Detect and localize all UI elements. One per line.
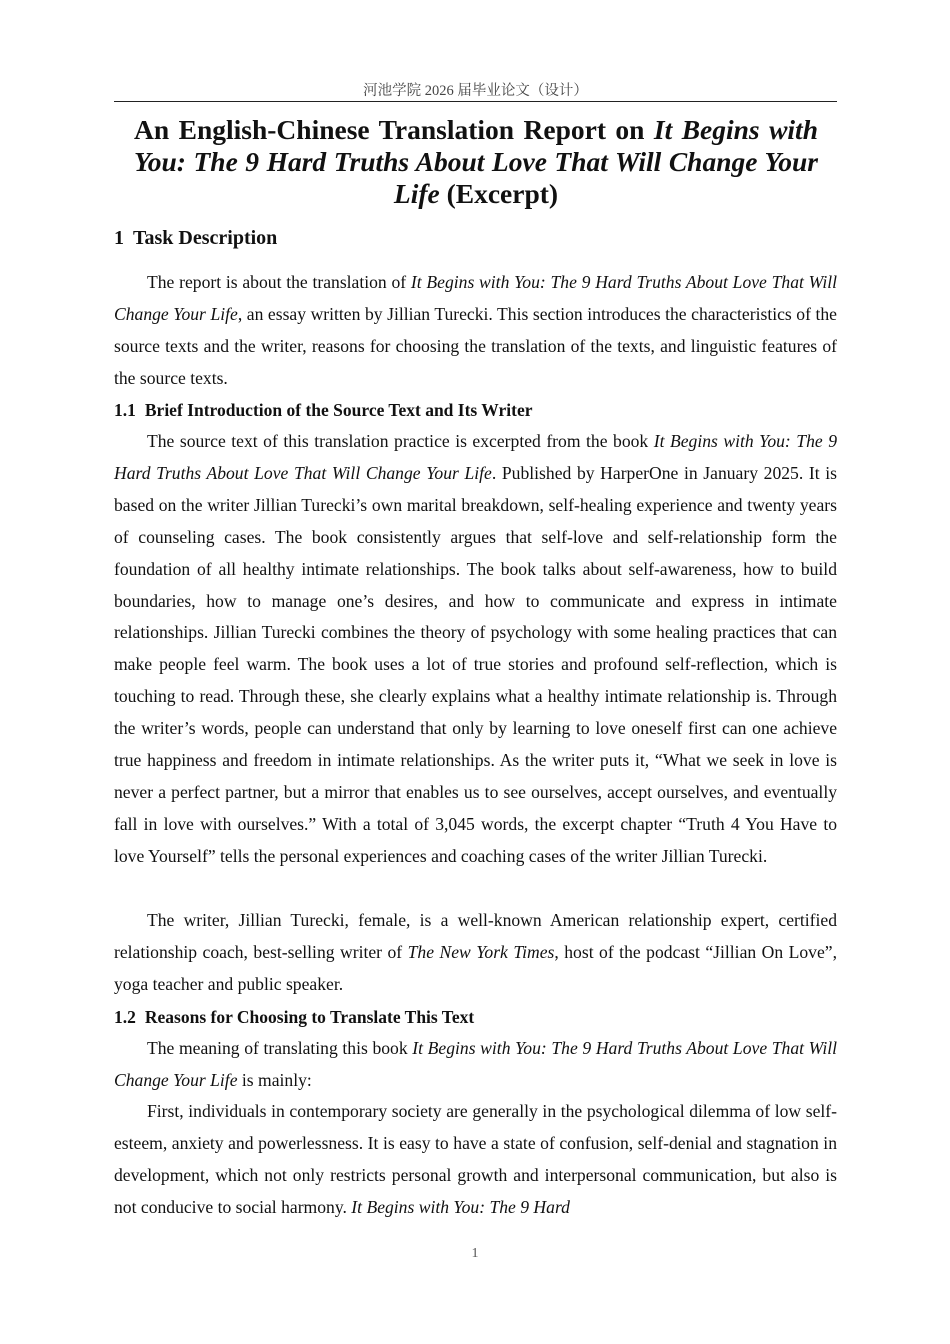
section-number: 1.2 (114, 1007, 136, 1027)
text-run: is mainly: (237, 1069, 312, 1090)
section-number: 1 (114, 227, 124, 249)
book-title-italic: It Begins with You: The 9 Hard Truths About Love That Will Change Your Life (114, 431, 837, 483)
section-number: 1.1 (114, 400, 136, 420)
header-rule (114, 101, 837, 102)
paper-title (134, 114, 818, 210)
paragraph-intro (114, 267, 837, 395)
book-title-italic: It Begins with You: The 9 Hard Truths About Love That Will Change Your Life (114, 272, 837, 324)
publication-italic: The New York Times (407, 941, 555, 962)
text-run: The report is about the translation of (147, 272, 411, 292)
section-title: Task Description (133, 227, 278, 249)
section-heading-1-1 (114, 399, 532, 421)
book-title-italic: It Begins with You: The 9 Hard (351, 1196, 570, 1217)
page-number: 1 (471, 1246, 479, 1261)
title-book: It Begins with You: The 9 Hard Truths About Love That Will Change Your Life (134, 114, 818, 209)
title-suffix: (Excerpt) (439, 178, 559, 209)
section-heading-1-2 (114, 1006, 474, 1028)
section-title: Reasons for Choosing to Translate This Text (144, 1007, 475, 1027)
paragraph-first-reason (114, 1096, 837, 1224)
text-run: , host of the podcast “Jillian On Love”, yoga teacher and public speaker. (114, 941, 837, 994)
paragraph-source-text (114, 426, 837, 873)
text-run: , an essay written by Jillian Turecki. This section introduces the characteristics of the source texts and the writer, reasons for choosing the translation of the texts, and linguistic features of the source texts. (114, 303, 837, 388)
text-run: First, individuals in contemporary society are generally in the psychological dilemma of low self-esteem, anxiety and powerlessness. It is easy to have a state of confusion, self-denial and stagnation in development, which not only restricts personal growth and interpersonal communication, but also is not conducive to social harmony. (114, 1101, 837, 1217)
book-title-italic: It Begins with You: The 9 Hard Truths About Love That Will Change Your Life (114, 1038, 838, 1090)
text-run: The writer, Jillian Turecki, female, is a well-known American relationship expert, certified relationship coach, best-selling writer of (114, 910, 837, 962)
paragraph-writer (114, 905, 837, 1001)
text-run: The meaning of translating this book (147, 1038, 413, 1058)
section-heading-1 (114, 225, 277, 251)
text-run: The source text of this translation practice is excerpted from the book (147, 431, 654, 451)
section-title: Brief Introduction of the Source Text and Its Writer (144, 400, 533, 420)
paragraph-meaning (114, 1033, 837, 1097)
title-prefix: An English-Chinese Translation Report on (134, 114, 654, 145)
text-run: . Published by HarperOne in January 2025. It is based on the writer Jillian Turecki’s own marital breakdown, self-healing experience and twenty years of counseling cases. The book consistently argues that self-love and self-relationship form the foundation of all healthy intimate relationships. The book talks about self-awareness, how to build boundaries, how to manage one’s desires, and how to communicate and express in intimate relationships. Jillian Turecki combines the theory of psychology with some healing practices that can make people feel warm. The book uses a lot of true stories and profound self-reflection, which is touching to read. Through these, she clearly explains what a healthy intimate relationship is. Through the writer’s words, people can understand that only by learning to love oneself first can one achieve true happiness and freedom in intimate relationships. As the writer puts it, “What we seek in love is never a perfect partner, but a mirror that enables us to see ourselves, accept ourselves, and eventually fall in love with ourselves.” With a total of 3,045 words, the excerpt chapter “Truth 4 You Have to love Yourself” tells the personal experiences and coaching cases of the writer Jillian Turecki. (114, 462, 838, 866)
running-header: 河池学院 2026 届毕业论文（设计） (363, 83, 588, 99)
